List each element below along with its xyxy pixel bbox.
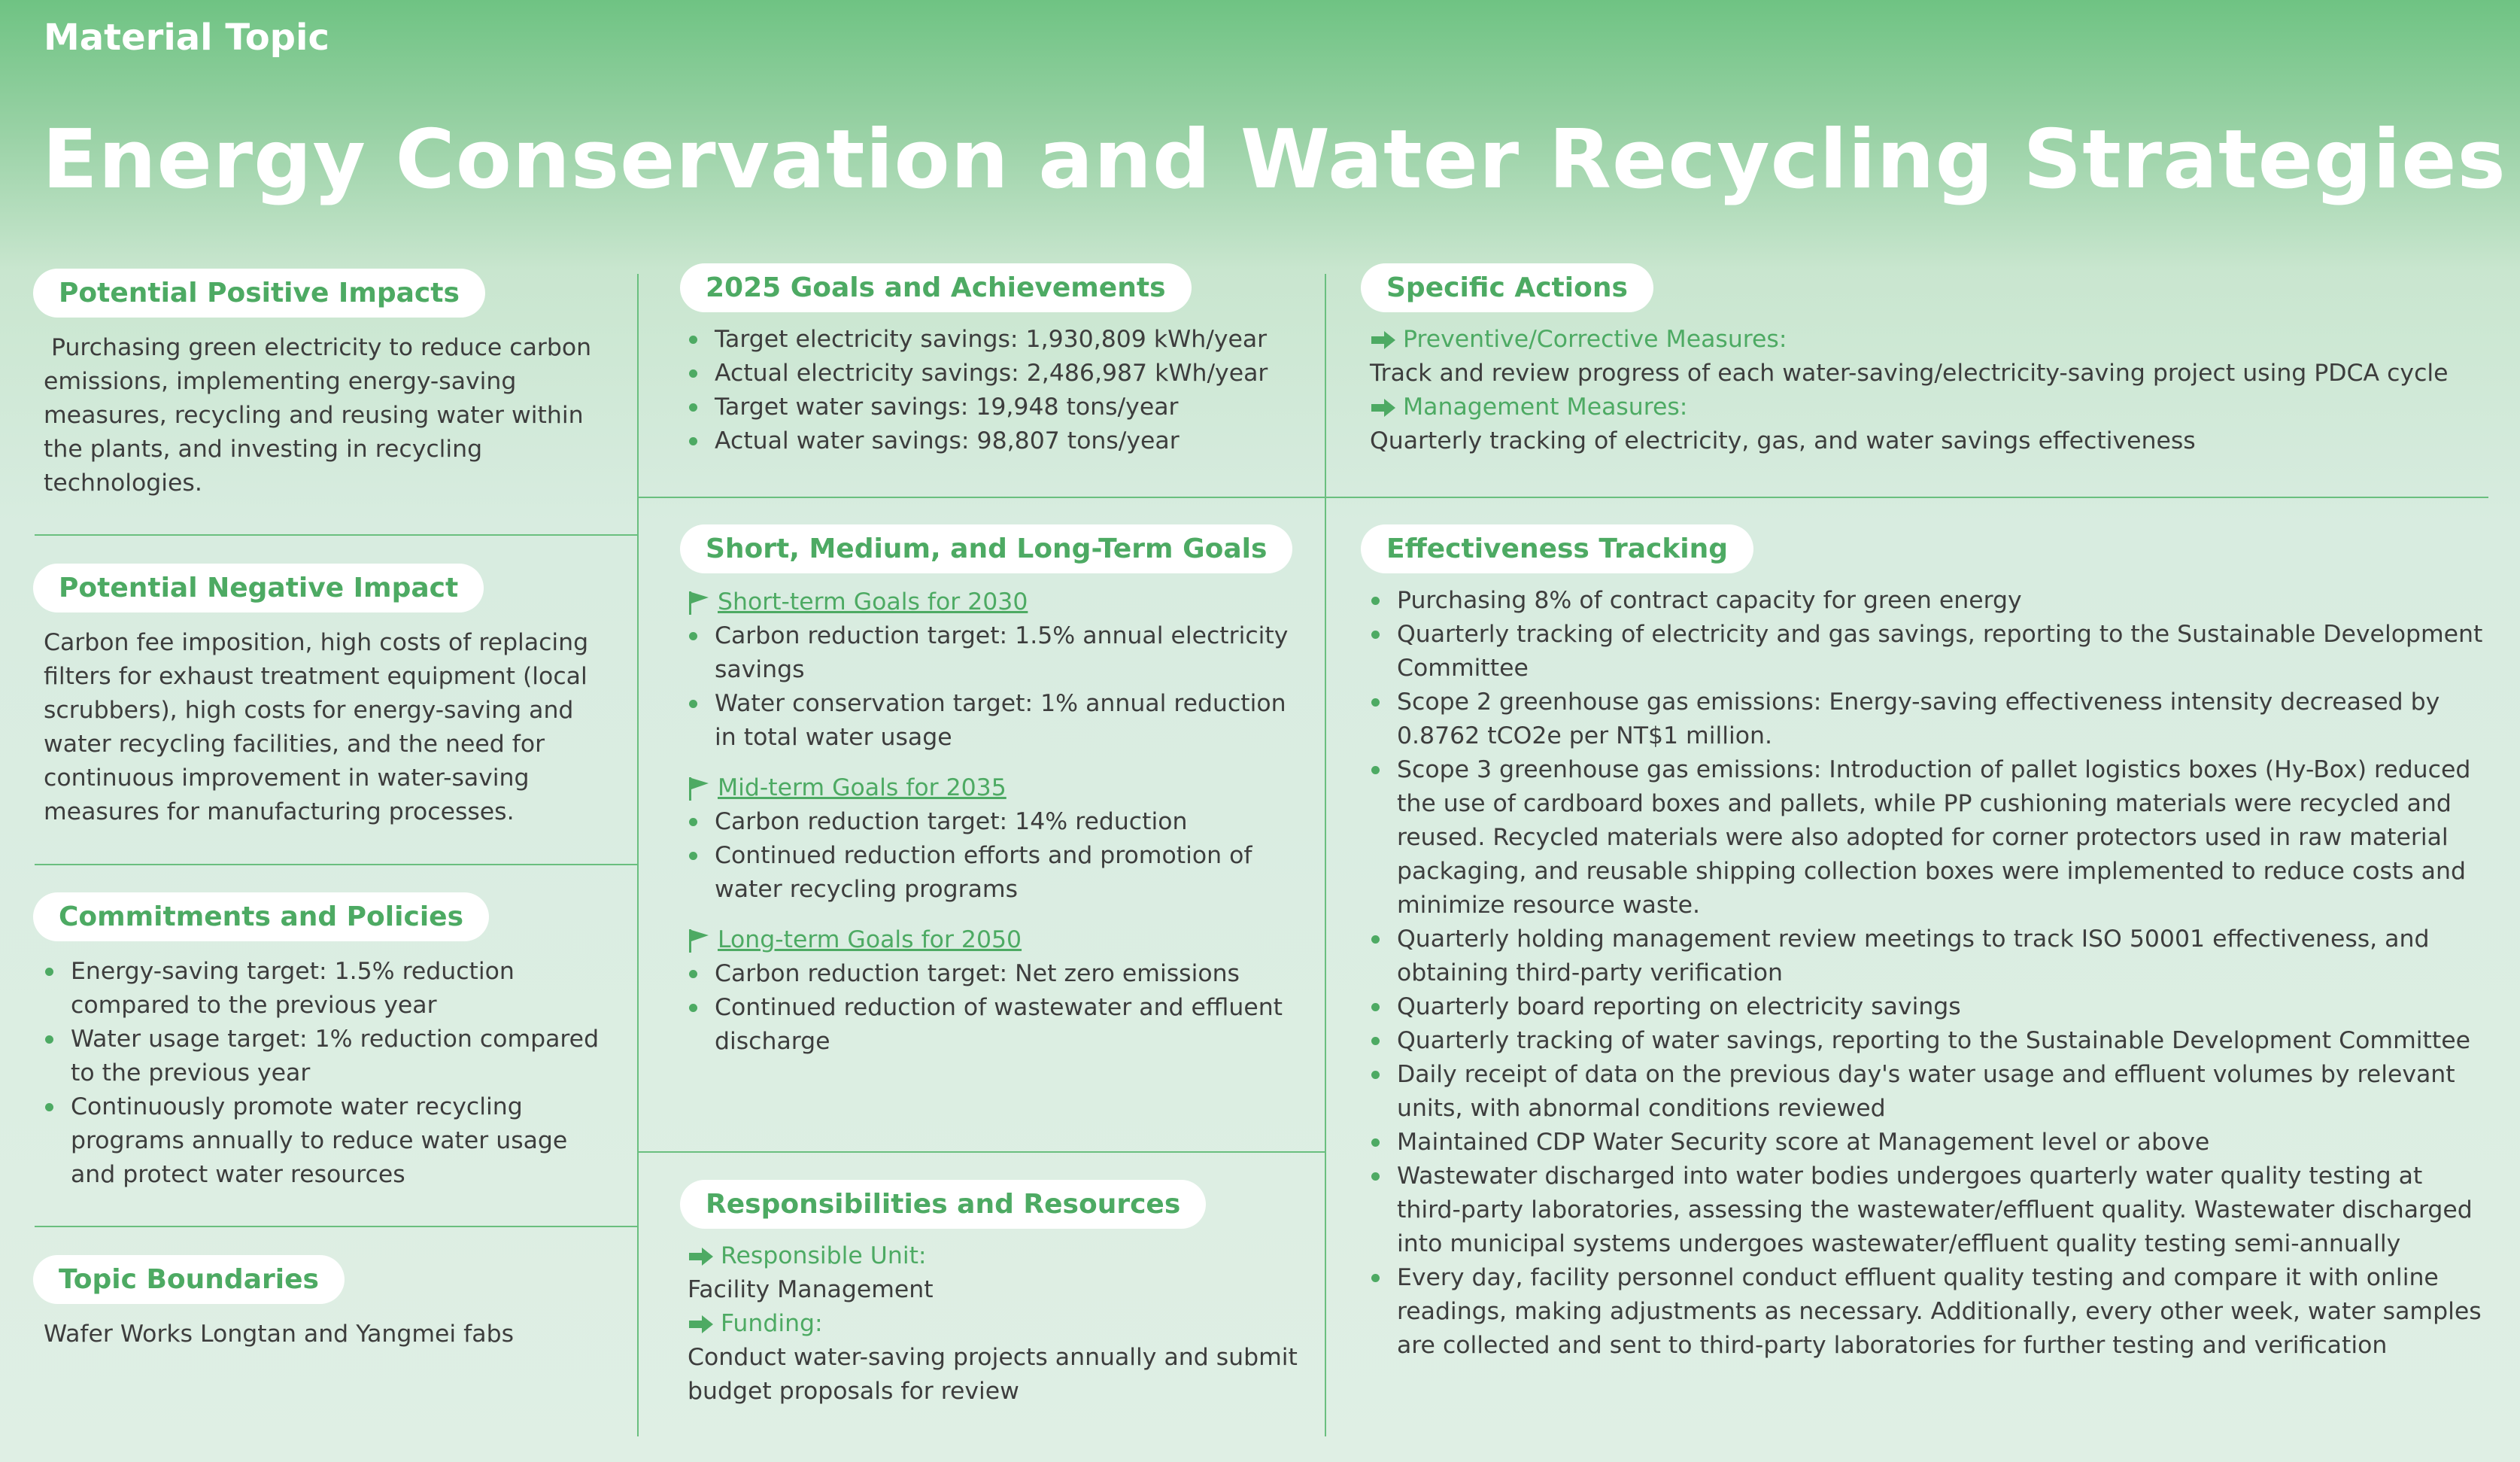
list-item: Quarterly holding management review meetings to track ISO 50001 effectiveness, and obtaining third-party verification [1370, 922, 2489, 990]
commitments-section [33, 892, 605, 1192]
row-divider [35, 864, 637, 865]
list-item: Continued reduction efforts and promotion of water recycling programs [688, 839, 1304, 907]
goals-2025-label: 2025 Goals and Achievements [680, 263, 1192, 312]
page-title: Energy Conservation and Water Recycling Strategies [42, 113, 2506, 207]
row-divider [35, 534, 637, 536]
responsible-unit-title: Responsible Unit: [721, 1242, 927, 1269]
negative-impact-section [33, 564, 605, 829]
short-term-goals-list [688, 619, 1304, 755]
list-item: Every day, facility personnel conduct effluent quality testing and compare it with online readings, making adjustments as necessary. Additionally, every other week, water samples are collected and sent to third-party laboratories for further testing and verification [1370, 1261, 2489, 1363]
effectiveness-tracking-label: Effectiveness Tracking [1361, 524, 1753, 573]
negative-impact-text: Carbon fee imposition, high costs of replacing filters for exhaust treatment equipment (local scrubbers), high costs for energy-saving and water recycling facilities, and the need for continuous improvement in water-saving measures for manufacturing processes. [44, 629, 589, 825]
list-item: Actual electricity savings: 2,486,987 kWh/year [688, 357, 1304, 391]
list-item: Scope 3 greenhouse gas emissions: Introduction of pallet logistics boxes (Hy-Box) reduced the use of cardboard boxes and pallets, while PP cushioning materials were recycled and reused. Recycled materials were also adopted for corner protectors used in raw material packaging, and reusable shipping collection boxes were implemented to reduce costs and minimize resource waste. [1370, 753, 2489, 922]
flag-icon [686, 775, 712, 802]
arrow-right-icon [688, 1314, 715, 1335]
effectiveness-tracking-section [1361, 524, 2489, 1363]
specific-actions-section [1361, 263, 2489, 458]
flag-icon [686, 589, 712, 616]
list-item: Quarterly tracking of water savings, reporting to the Sustainable Development Committee [1370, 1024, 2489, 1058]
mid-term-goals-title: Mid-term Goals for 2035 [718, 774, 1006, 801]
arrow-right-icon [1370, 397, 1397, 418]
term-goals-label: Short, Medium, and Long-Term Goals [680, 524, 1292, 573]
long-term-goals-title: Long-term Goals for 2050 [718, 926, 1022, 953]
funding-heading [688, 1307, 1304, 1341]
specific-actions-label: Specific Actions [1361, 263, 1653, 312]
list-item: Target water savings: 19,948 tons/year [688, 391, 1304, 424]
list-item: Energy-saving target: 1.5% reduction compared to the previous year [44, 955, 605, 1023]
list-item: Purchasing 8% of contract capacity for green energy [1370, 584, 2489, 618]
preventive-measures-heading [1370, 323, 2489, 357]
row-divider [639, 1151, 1325, 1153]
list-item: Wastewater discharged into water bodies undergoes quarterly water quality testing at third-party laboratories, assessing the wastewater/effluent quality. Wastewater discharged into municipal systems undergoes wastewater/effluent quality testing semi-annually [1370, 1160, 2489, 1261]
negative-impact-label: Potential Negative Impact [33, 564, 484, 612]
row-divider [1326, 497, 2488, 498]
list-item: Actual water savings: 98,807 tons/year [688, 424, 1304, 458]
long-term-goals-list [688, 957, 1304, 1059]
list-item: Water usage target: 1% reduction compared to the previous year [44, 1023, 605, 1090]
column-divider-2 [1325, 274, 1326, 1436]
management-measures-title: Management Measures: [1403, 394, 1688, 421]
mid-term-goals-heading [686, 771, 1304, 805]
list-item: Continuously promote water recycling programs annually to reduce water usage and protect water resources [44, 1090, 605, 1192]
list-item: Maintained CDP Water Security score at Management level or above [1370, 1126, 2489, 1160]
positive-impacts-text: Purchasing green electricity to reduce carbon emissions, implementing energy-saving measures, recycling and reusing water within the plants, and investing in recycling technologies. [44, 334, 600, 497]
effectiveness-tracking-list [1370, 584, 2489, 1363]
list-item: Carbon reduction target: 1.5% annual electricity savings [688, 619, 1304, 687]
topic-boundaries-section [33, 1255, 605, 1351]
list-item: Daily receipt of data on the previous day's water usage and effluent volumes by relevant units, with abnormal conditions reviewed [1370, 1058, 2489, 1126]
funding-title: Funding: [721, 1310, 823, 1337]
term-goals-section [680, 524, 1304, 1059]
section-kicker: Material Topic [44, 17, 329, 59]
arrow-right-icon [1370, 330, 1397, 351]
preventive-measures-title: Preventive/Corrective Measures: [1403, 326, 1787, 353]
positive-impacts-label: Potential Positive Impacts [33, 269, 485, 318]
commitments-label: Commitments and Policies [33, 892, 489, 941]
long-term-goals-heading [686, 923, 1304, 957]
positive-impacts-section [33, 269, 605, 500]
column-divider-1 [637, 274, 639, 1436]
flag-icon [686, 927, 712, 954]
topic-boundaries-label: Topic Boundaries [33, 1255, 345, 1304]
management-measures-heading [1370, 391, 2489, 424]
responsibilities-label: Responsibilities and Resources [680, 1180, 1206, 1229]
list-item: Continued reduction of wastewater and effluent discharge [688, 991, 1304, 1059]
preventive-measures-text: Track and review progress of each water-saving/electricity-saving project using PDCA cycle [1370, 360, 2449, 387]
responsible-unit-text: Facility Management [688, 1276, 934, 1303]
list-item: Carbon reduction target: 14% reduction [688, 805, 1304, 839]
topic-boundaries-text: Wafer Works Longtan and Yangmei fabs [44, 1321, 514, 1348]
responsible-unit-heading [688, 1239, 1304, 1273]
funding-text: Conduct water-saving projects annually and submit budget proposals for review [688, 1344, 1298, 1405]
list-item: Scope 2 greenhouse gas emissions: Energy-saving effectiveness intensity decreased by 0.8762 tCO2e per NT$1 million. [1370, 685, 2489, 753]
responsibilities-section [680, 1180, 1304, 1409]
row-divider [35, 1226, 637, 1227]
mid-term-goals-list [688, 805, 1304, 907]
list-item: Quarterly tracking of electricity and gas savings, reporting to the Sustainable Development Committee [1370, 618, 2489, 685]
short-term-goals-heading [686, 585, 1304, 619]
row-divider [639, 497, 1325, 498]
commitments-list [44, 955, 605, 1192]
goals-2025-section [680, 263, 1304, 458]
goals-2025-list [688, 323, 1304, 458]
arrow-right-icon [688, 1246, 715, 1267]
list-item: Target electricity savings: 1,930,809 kWh/year [688, 323, 1304, 357]
list-item: Water conservation target: 1% annual reduction in total water usage [688, 687, 1304, 755]
list-item: Quarterly board reporting on electricity savings [1370, 990, 2489, 1024]
list-item: Carbon reduction target: Net zero emissions [688, 957, 1304, 991]
management-measures-text: Quarterly tracking of electricity, gas, and water savings effectiveness [1370, 427, 2196, 454]
short-term-goals-title: Short-term Goals for 2030 [718, 588, 1028, 615]
